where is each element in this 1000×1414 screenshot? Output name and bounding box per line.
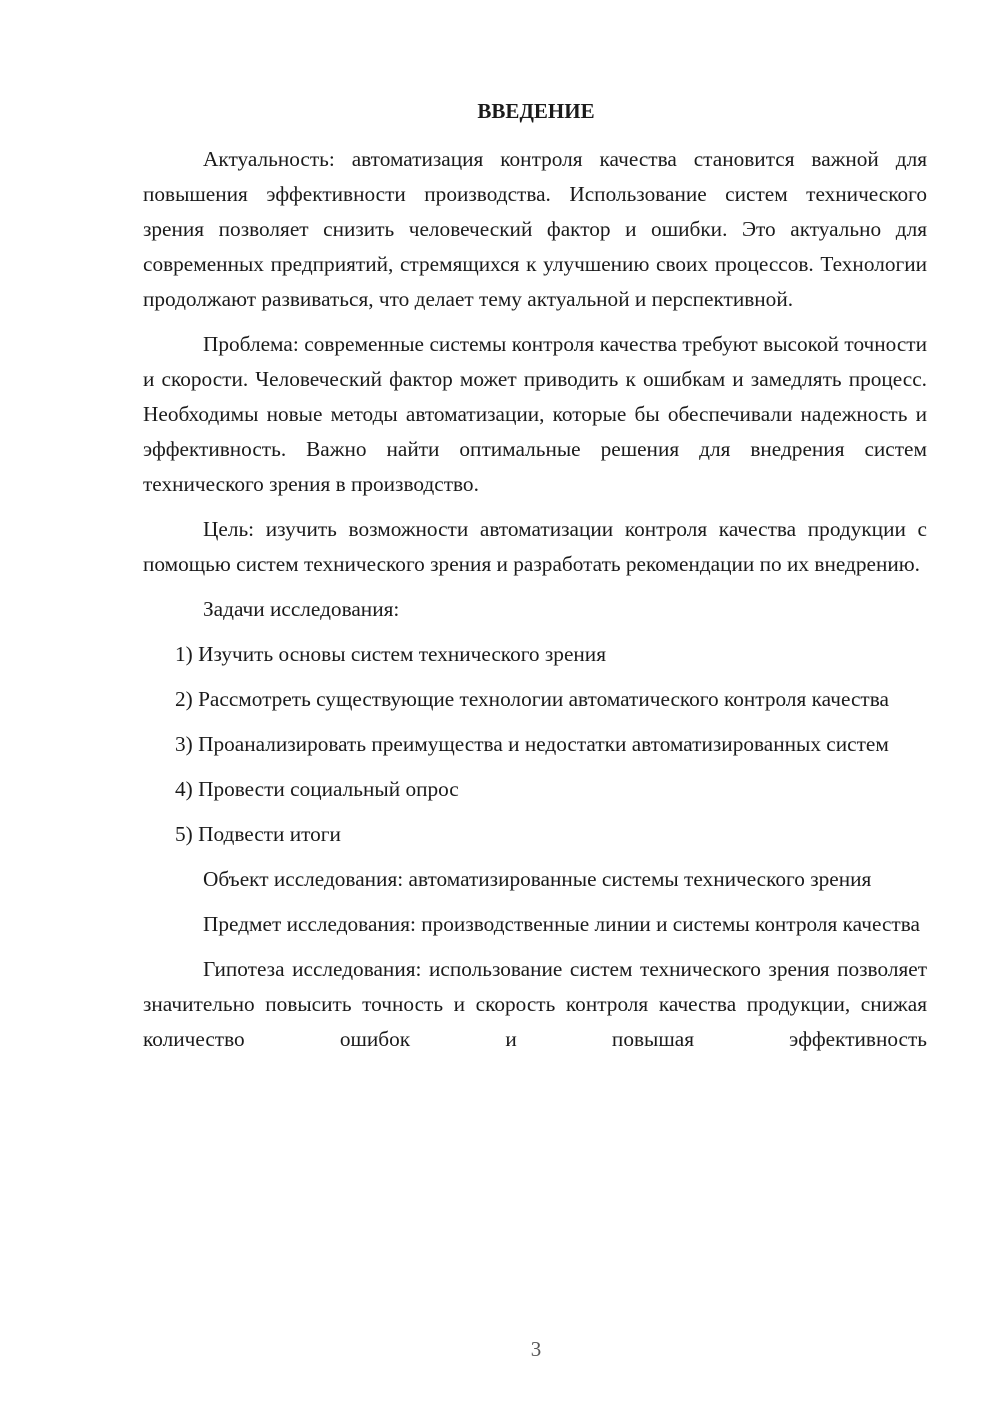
document-body [143,142,927,1067]
relevance-paragraph: Актуальность: автоматизация контроля качества становится важной для повышения эффективности производства. Использование систем технического зрения позволяет снизить человеческий фактор и ошибки. Это актуально для современных предприятий, стремящихся к улучшению своих процессов. Технологии продолжают развиваться, что делает тему актуальной и перспективной. [143,147,927,311]
section-title: ВВЕДЕНИЕ [477,99,595,123]
tasks-heading: Задачи исследования: [203,597,400,621]
task-item-3: 3) Проанализировать преимущества и недостатки автоматизированных систем [175,732,889,756]
hypothesis-paragraph: Гипотеза исследования: использование систем технического зрения позволяет значительно повысить точность и скорость контроля качества продукции, снижая количество ошибок и повышая эффективность [143,957,927,1051]
page-number: 3 [530,1337,542,1361]
task-item-2: 2) Рассмотреть существующие технологии автоматического контроля качества [175,687,889,711]
subject-paragraph: Предмет исследования: производственные линии и системы контроля качества [203,912,920,936]
task-item-4: 4) Провести социальный опрос [175,777,459,801]
object-paragraph: Объект исследования: автоматизированные системы технического зрения [203,867,872,891]
task-item-5: 5) Подвести итоги [175,822,341,846]
goal-paragraph: Цель: изучить возможности автоматизации контроля качества продукции с помощью систем технического зрения и разработать рекомендации по их внедрению. [143,517,927,576]
task-item-1: 1) Изучить основы систем технического зрения [175,642,607,666]
problem-paragraph: Проблема: современные системы контроля качества требуют высокой точности и скорости. Человеческий фактор может приводить к ошибкам и замедлять процесс. Необходимы новые методы автоматизации, которые бы обеспечивали надежность и эффективность. Важно найти оптимальные решения для внедрения систем технического зрения в производство. [143,332,927,496]
